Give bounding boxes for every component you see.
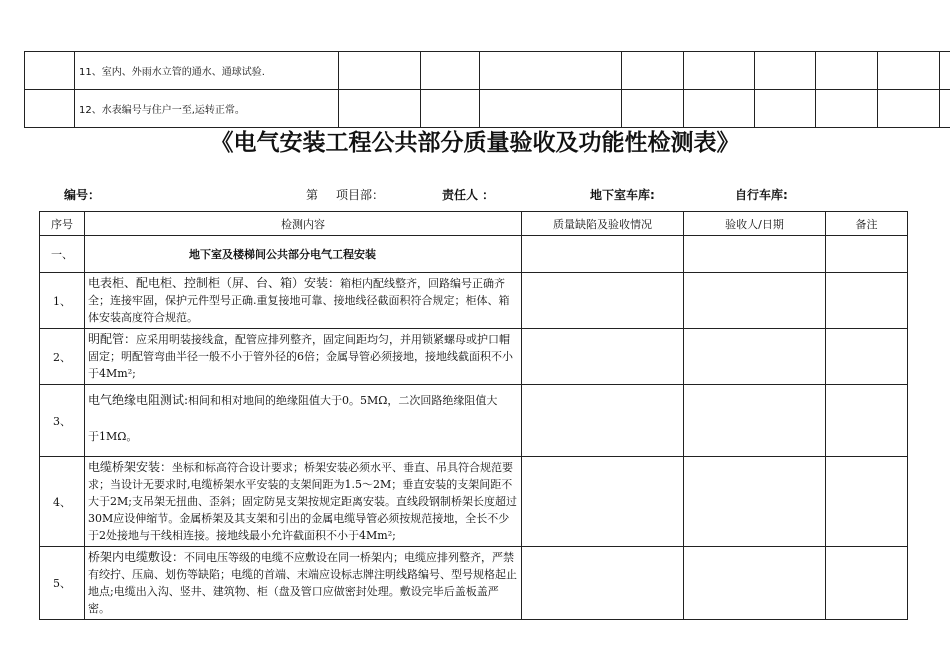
table-row [25,90,950,128]
section-row [40,236,908,273]
row-number: 5、 [40,547,85,620]
section-title: 地下室及楼梯间公共部分电气工程安装 [85,236,522,273]
row-content [85,273,522,329]
row-content [85,547,522,620]
row-content [85,457,522,547]
row-number: 2、 [40,329,85,385]
inspection-table [39,211,908,620]
table-row [40,385,908,457]
row-heading: 明配管： [88,332,137,346]
table-row [40,273,908,329]
basement-garage-label: 地下室车库: [590,188,655,202]
row-content [85,329,522,385]
row-body: 不同电压等级的电缆不应敷设在同一桥架内；电缆应排列整齐，严禁有绞拧、压扁、划伤等缺陷；电缆的首端、末端应设标志牌注明线路编号、型号规格起止地点;电缆出入沟、竖井、建筑物、柜（盘及管口应做密封处理。敷设完毕后盖板盖严密。 [88,551,517,615]
bicycle-garage-label: 自行车库: [735,188,788,202]
header-acceptor: 验收人/日期 [684,212,826,236]
row-heading: 电表柜、配电柜、控制柜（屏、台、箱）安装： [88,276,341,290]
row-number: 4、 [40,457,85,547]
table-row [40,329,908,385]
row-body: 坐标和标高符合设计要求；桥架安装必须水平、垂直、吊具符合规范要求；当设计无要求时,电缆桥架水平安装的支架间距为1.5～2M；垂直安装的支架间距不大于2M;支吊架无扭曲、歪斜；固定防晃支架按规定距离安装。直线段钢制桥架长度超过30M应设伸缩节。金属桥架及其支架和引出的金属电缆导管必须按规范接地，全长不少于2处接地与干线相连接。接地线最小允许截面积不小于4Mm²; [88,461,517,542]
number-label: 编号： [64,188,101,202]
table-header-row [40,212,908,236]
table-row [40,547,908,620]
row-heading: 桥架内电缆敷设： [88,550,185,564]
header-content: 检测内容 [85,212,522,236]
header-defects: 质量缺陷及验收情况 [522,212,684,236]
project-dept-label: 项目部： [336,188,385,202]
row-number: 1、 [40,273,85,329]
table-row [25,52,950,90]
row-body-tail: 于1MΩ。 [88,430,138,443]
row-body: 相间和相对地间的绝缘阻值大于0。5MΩ，二次回路绝缘阻值大 [188,394,498,407]
row-content [85,385,522,457]
row-body: 箱柜内配线整齐，回路编号正确齐全；连接牢固，保护元件型号正确.重复接地可靠、接地线径截面积符合规定；柜体、箱体安装高度符合规范。 [88,277,510,324]
row-body: 应采用明装接线盒，配管应排列整齐，固定间距均匀，并用锁紧螺母或护口帽固定；明配管弯曲半径一般不小于管外径的6倍；金属导管必须接地，接地线截面积不小于4Mm²; [88,333,513,380]
previous-form-table [24,51,950,128]
row-heading: 电缆桥架安装： [88,460,173,474]
header-seq: 序号 [40,212,85,236]
prev-row-text: 11、室内、外雨水立管的通水、通球试验. [75,52,339,90]
row-heading: 电气绝缘电阻测试: [88,393,189,407]
section-number: 一、 [40,236,85,273]
prev-row-text: 12、水表编号与住户一至,运转正常。 [75,90,339,128]
responsible-label: 责任人 ： [442,188,495,202]
row-number: 3、 [40,385,85,457]
di-label: 第 [306,188,319,202]
page-title: 《电气安装工程公共部分质量验收及功能性检测表》 [210,130,740,156]
table-row [40,457,908,547]
header-remarks: 备注 [826,212,908,236]
